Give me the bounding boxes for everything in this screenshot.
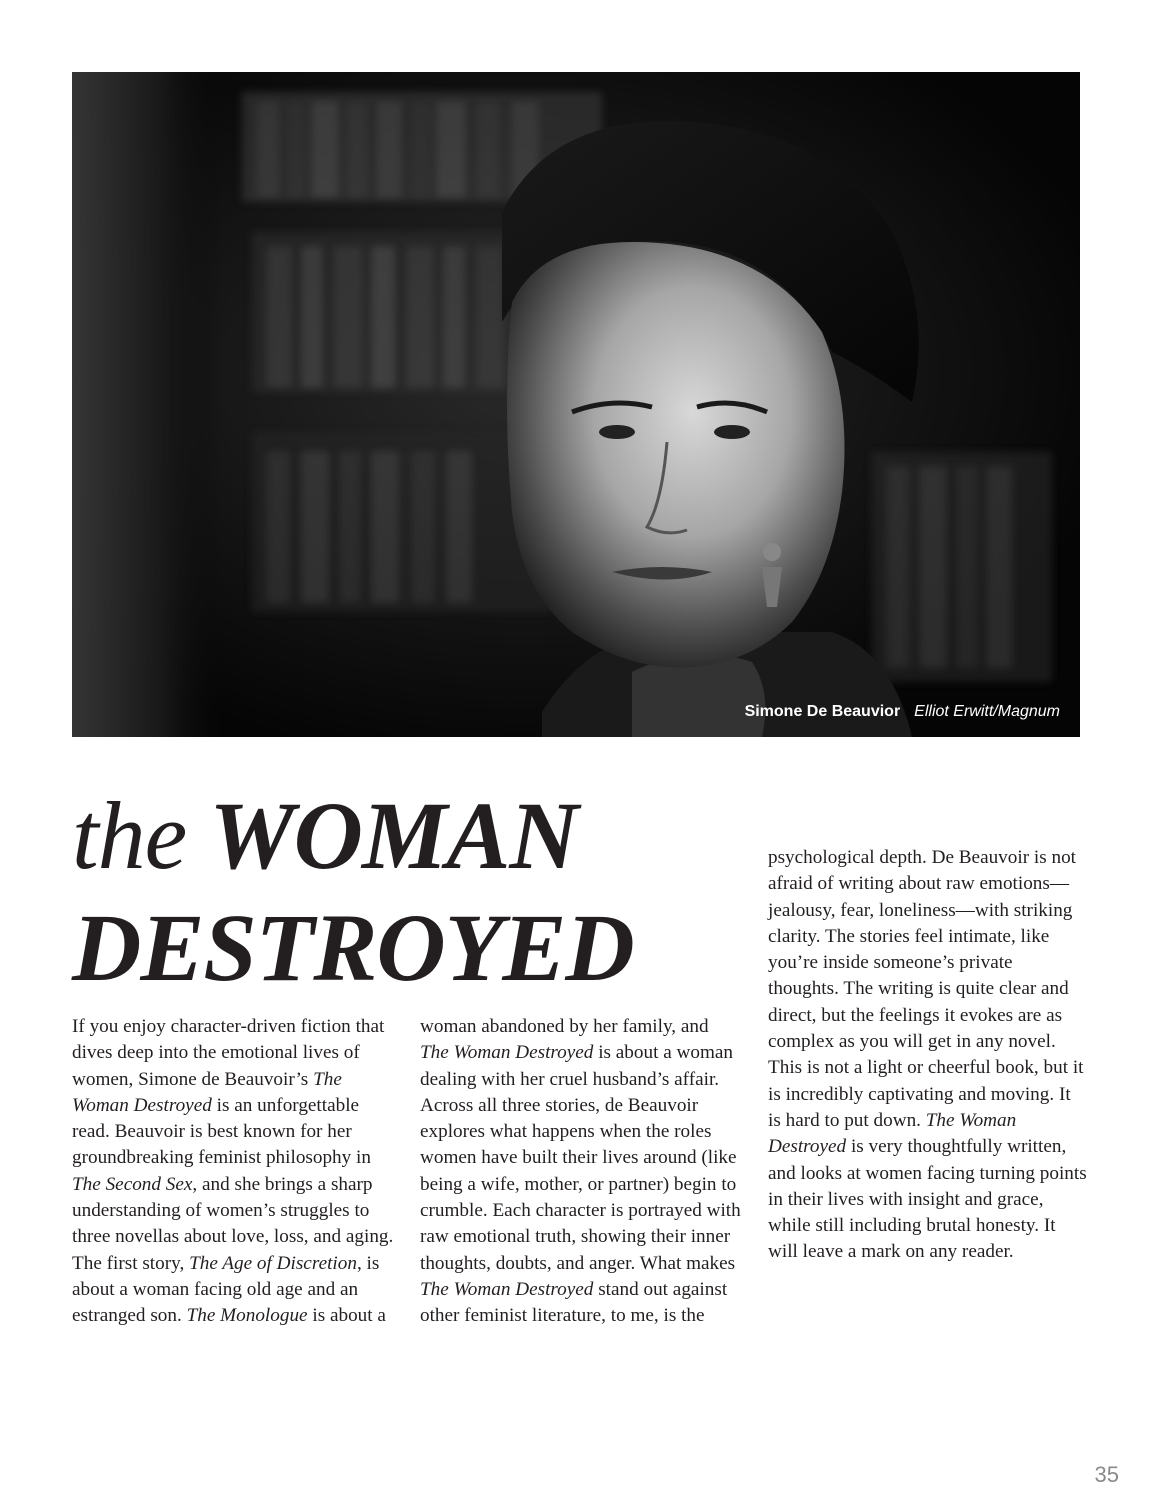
portrait-illustration xyxy=(72,72,1080,737)
article-column-3 xyxy=(768,845,1088,1266)
column-1-text xyxy=(72,1014,394,1330)
headline-woman: WOMAN xyxy=(209,782,578,889)
caption-subject: Simone De Beauvior xyxy=(744,703,901,720)
text-run: is about a xyxy=(307,1305,386,1327)
text-run: is about a woman dealing with her cruel husband’s affair. Across all three stories, de Beauvoir explores what happens when the roles women have built their lives around (like being a wife, mother, or partner) begin to crumble. Each character is portrayed with raw emotional truth, showing their inner thoughts, doubts, and anger. What makes xyxy=(420,1042,741,1274)
headline-destroyed: DESTROYED xyxy=(72,894,634,1001)
page-number: 35 xyxy=(1094,1462,1119,1487)
portrait-photo xyxy=(72,72,1080,737)
caption-credit: Elliot Erwitt/Magnum xyxy=(914,703,1060,720)
headline-line-1 xyxy=(72,780,634,892)
text-run: stand out against other feminist literature, to me, is the xyxy=(420,1278,728,1327)
book-title: The Woman Destroyed xyxy=(420,1042,594,1064)
text-run: psychological depth. De Beauvoir is not afraid of writing about raw emotions—jealousy, fear, loneliness—with striking clarity. The stories feel intimate, like you’re inside someone’s private thoughts. The writing is quite clear and direct, but the feelings it evokes are as complex as you will get in any novel. This is not a light or cheerful book, but it is incredibly captivating and moving. It is hard to put down. xyxy=(768,847,1084,1131)
column-2-text xyxy=(420,1014,742,1330)
photo-caption xyxy=(745,703,1060,721)
article-headline xyxy=(72,780,634,1004)
book-title: The Woman Destroyed xyxy=(768,1109,1017,1158)
text-run: woman abandoned by her family, and xyxy=(420,1016,709,1037)
text-run: , is about a woman facing old age and an estranged son. xyxy=(72,1252,380,1327)
book-title: The Woman Destroyed xyxy=(420,1278,594,1300)
article-column-1 xyxy=(72,1014,394,1330)
text-run: is very thoughtfully written, and looks at women facing turning points in their lives with insight and grace, while still including brutal honesty. It will leave a mark on any reader. xyxy=(768,1136,1087,1263)
column-3-text xyxy=(768,845,1088,1266)
article-column-2 xyxy=(420,1014,742,1330)
book-title: The Monologue xyxy=(186,1305,308,1327)
text-run: is an unforgettable read. Beauvoir is best known for her groundbreaking feminist philosophy in xyxy=(72,1094,371,1169)
book-title: The Second Sex xyxy=(72,1173,193,1195)
text-run: If you enjoy character-driven fiction that dives deep into the emotional lives of women, Simone de Beauvoir’s xyxy=(72,1016,385,1090)
book-title: The Woman Destroyed xyxy=(72,1068,342,1116)
book-title: The Age of Discretion xyxy=(189,1252,357,1274)
text-run: , and she brings a sharp understanding of women’s struggles to three novellas about love, loss, and aging. The first story, xyxy=(72,1173,394,1274)
headline-prefix: the xyxy=(72,782,187,889)
